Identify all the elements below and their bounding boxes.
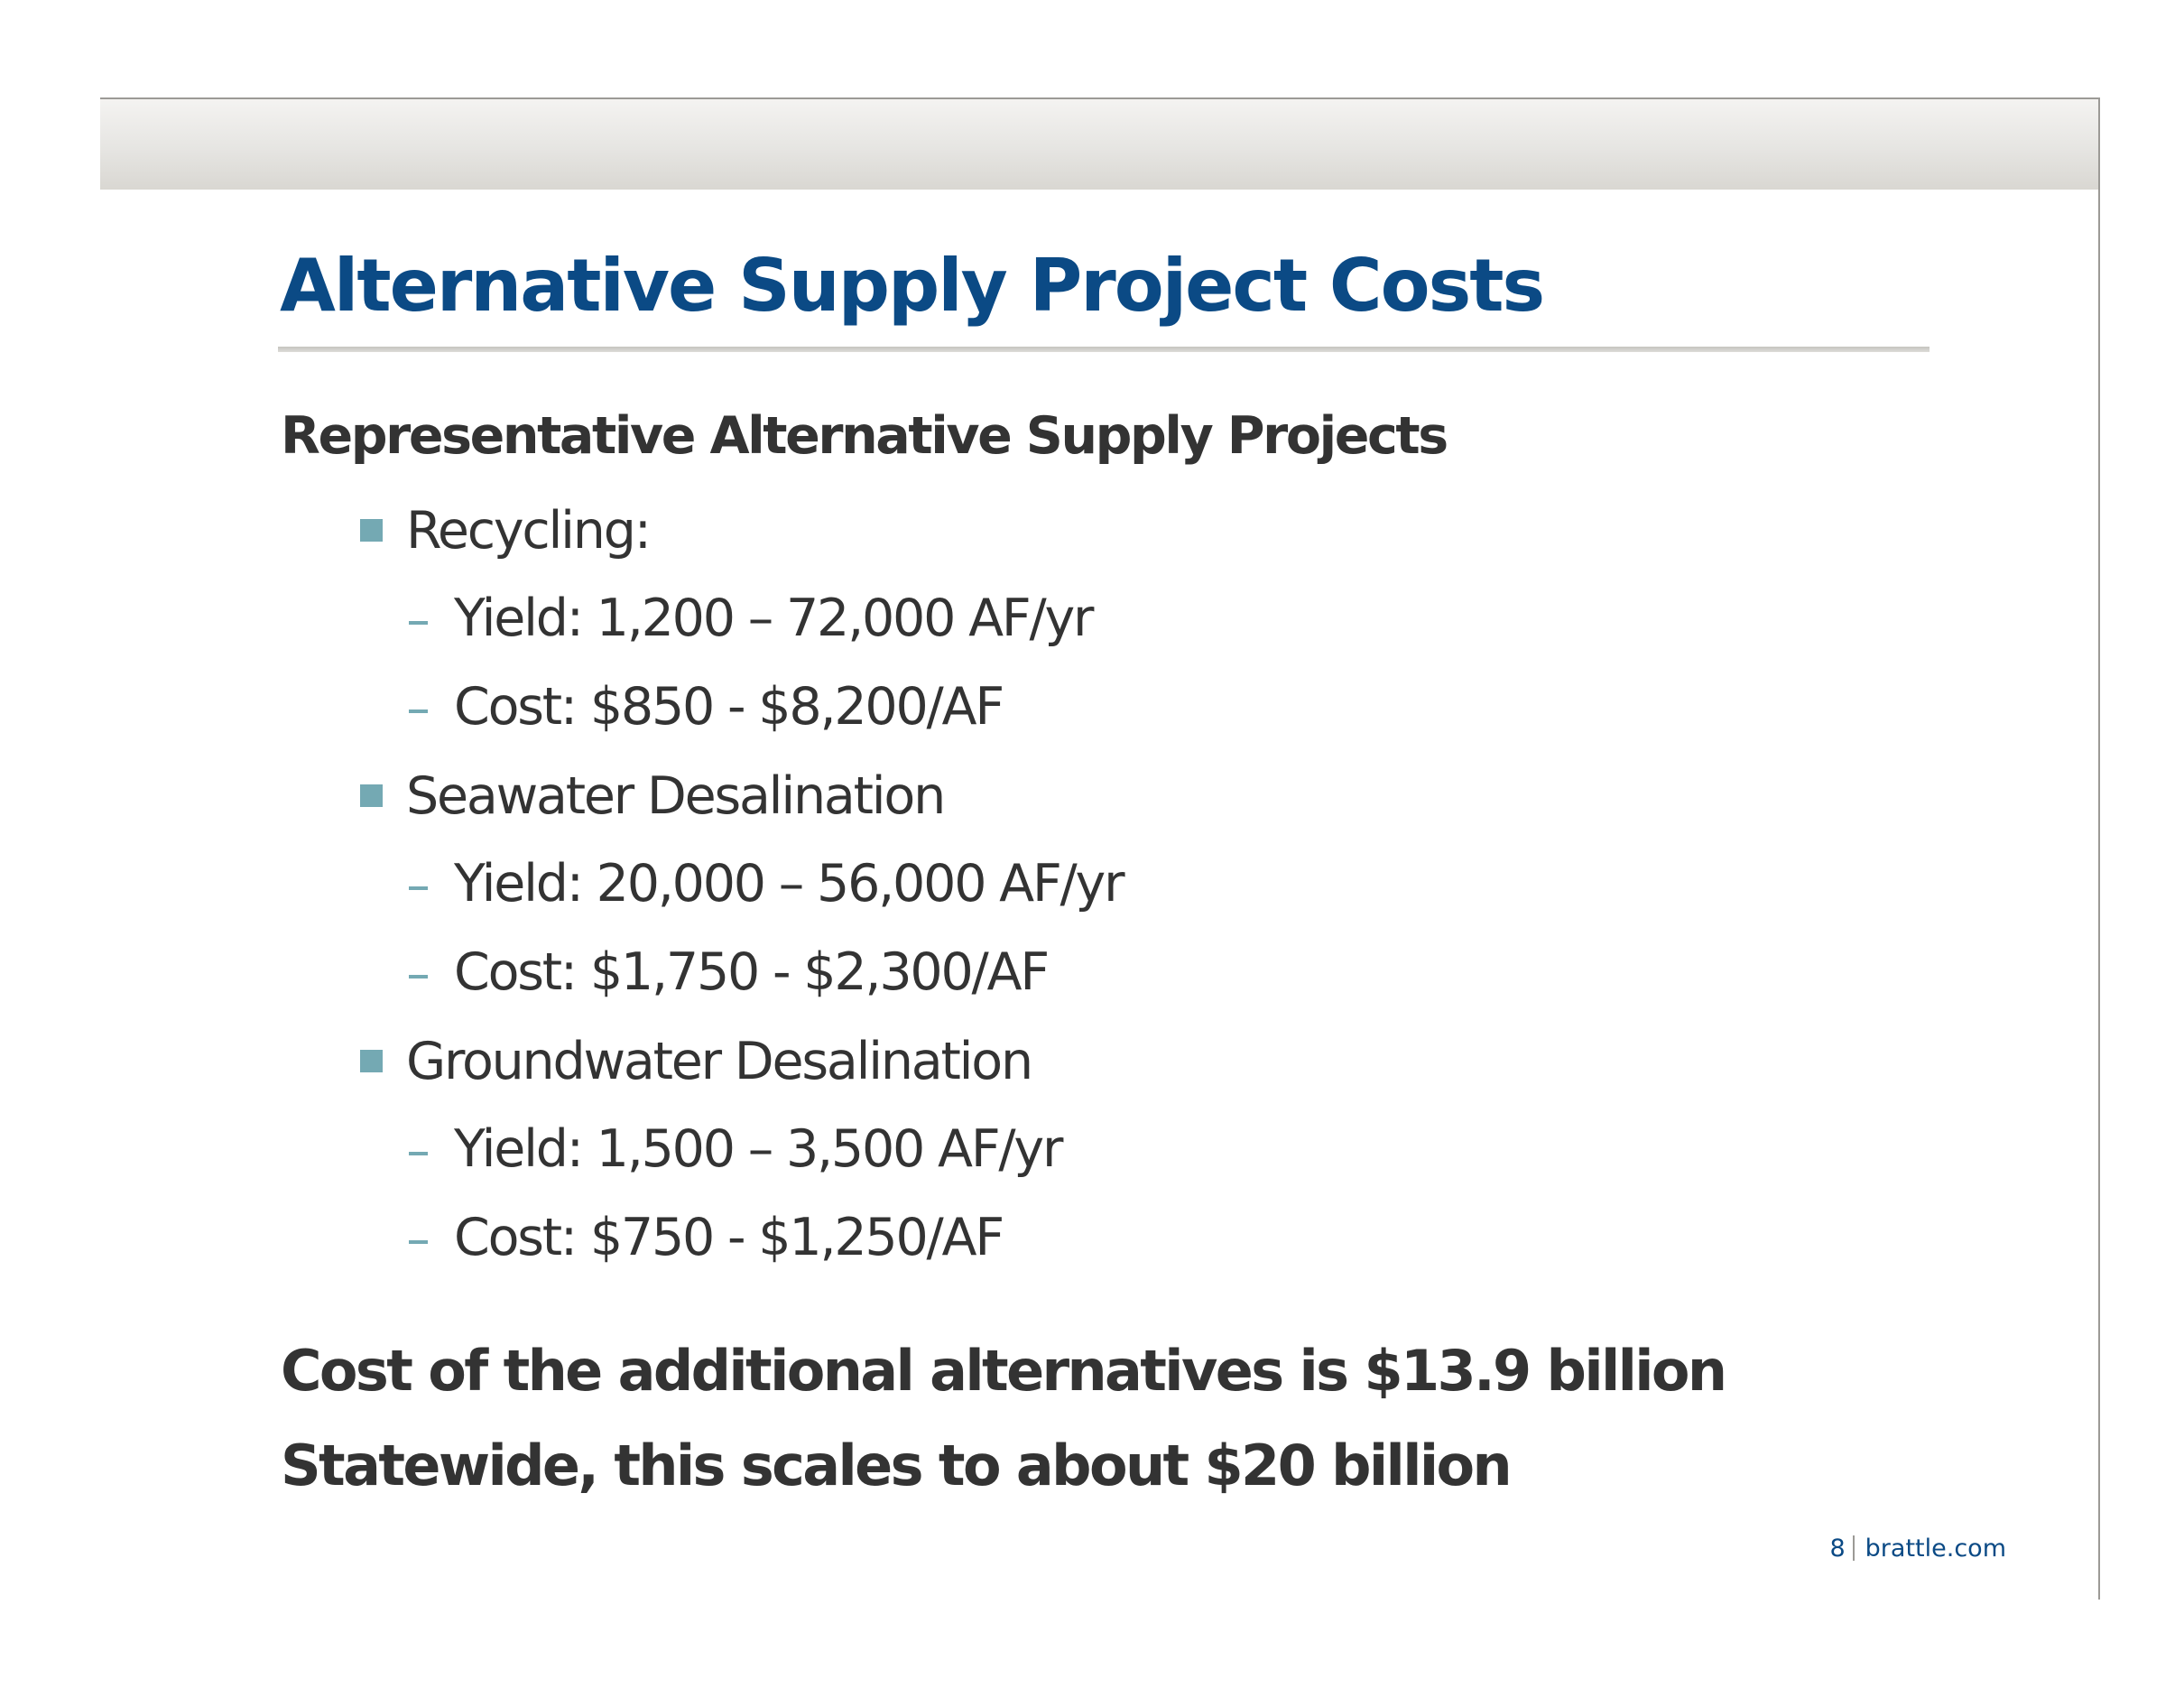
footer-divider	[1853, 1535, 1855, 1561]
header-band	[100, 99, 2098, 190]
square-bullet-icon	[360, 1050, 383, 1072]
summary-statewide: Statewide, this scales to about $20 billion	[281, 1433, 1511, 1498]
dash-bullet-icon	[409, 1152, 428, 1155]
page-number: 8	[1829, 1535, 1846, 1563]
dash-bullet-icon	[409, 975, 428, 978]
section-heading: Representative Alternative Supply Projects	[281, 406, 1447, 466]
dash-bullet-icon	[409, 621, 428, 625]
dash-bullet-icon	[409, 886, 428, 890]
project-name-groundwater-desalination: Groundwater Desalination	[406, 1032, 1032, 1091]
summary-total-cost: Cost of the additional alternatives is $13.9 billion	[281, 1338, 1726, 1404]
project-detail-cost: Cost: $750 - $1,250/AF	[454, 1208, 1003, 1267]
square-bullet-icon	[360, 784, 383, 807]
footer-site: brattle.com	[1865, 1535, 2006, 1563]
project-detail-cost: Cost: $1,750 - $2,300/AF	[454, 942, 1048, 1002]
project-name-seawater-desalination: Seawater Desalination	[406, 766, 944, 826]
slide-footer	[1829, 1535, 2006, 1563]
project-detail-yield: Yield: 20,000 – 56,000 AF/yr	[454, 854, 1124, 914]
title-underline	[278, 347, 1930, 352]
project-detail-yield: Yield: 1,500 – 3,500 AF/yr	[454, 1119, 1062, 1179]
project-detail-cost: Cost: $850 - $8,200/AF	[454, 677, 1003, 737]
project-detail-yield: Yield: 1,200 – 72,000 AF/yr	[454, 589, 1093, 648]
project-name-recycling: Recycling:	[406, 501, 650, 561]
square-bullet-icon	[360, 519, 383, 542]
dash-bullet-icon	[409, 1240, 428, 1244]
slide-title: Alternative Supply Project Costs	[280, 244, 1544, 328]
dash-bullet-icon	[409, 710, 428, 713]
